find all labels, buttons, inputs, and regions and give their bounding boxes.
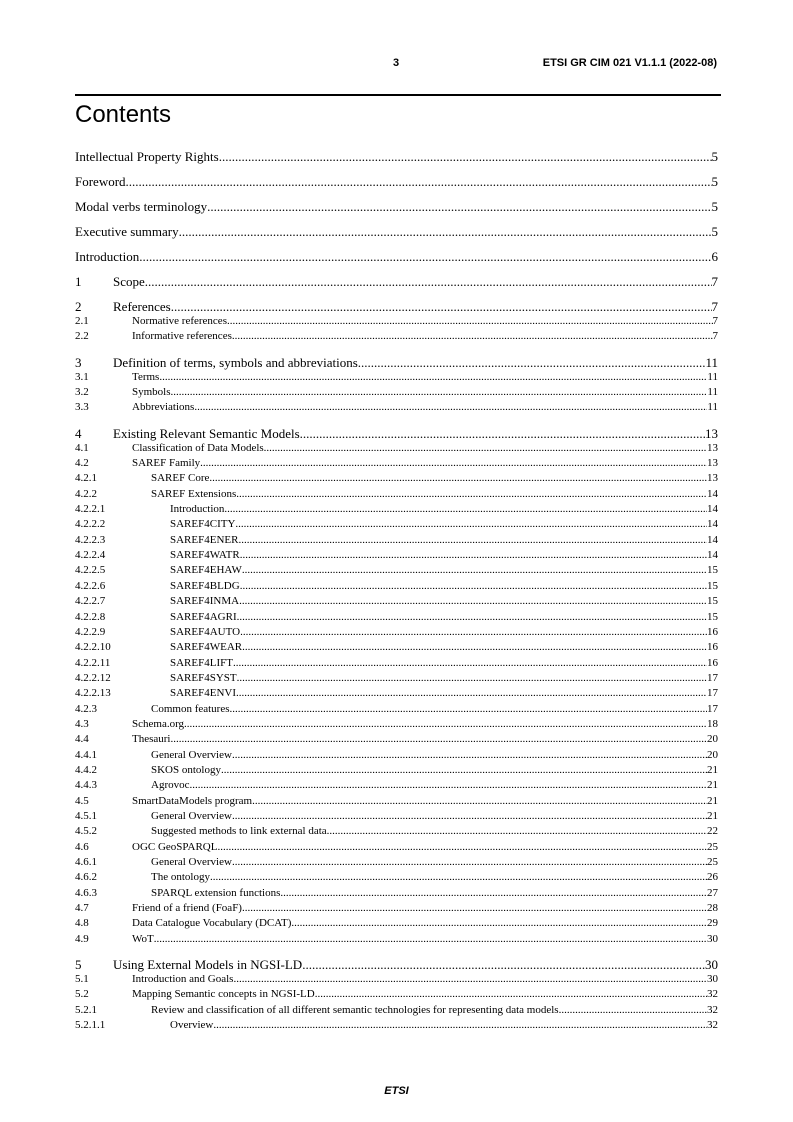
- document-id: ETSI GR CIM 021 V1.1.1 (2022-08): [542, 57, 717, 69]
- toc-entry[interactable]: [75, 901, 718, 916]
- toc-entry[interactable]: [75, 625, 718, 640]
- dot-leader: [291, 916, 707, 931]
- toc-entry-number: 4.4: [75, 733, 89, 746]
- toc-entry-number: 4.2.2.13: [75, 687, 111, 700]
- toc-entry[interactable]: [75, 671, 718, 686]
- dot-leader: [213, 1018, 707, 1033]
- toc-entry-number: 4.2.2.9: [75, 625, 106, 638]
- dot-leader: [242, 901, 707, 916]
- page-title: Contents: [75, 101, 172, 128]
- toc-entry-number: 4.6: [75, 840, 89, 853]
- dot-leader: [232, 809, 707, 824]
- toc-entry-page[interactable]: 11: [707, 386, 718, 399]
- toc-entry-page[interactable]: 20: [707, 748, 718, 761]
- dot-leader: [219, 149, 712, 164]
- toc-entry[interactable]: [75, 932, 718, 947]
- toc-entry-title[interactable]: Informative references: [132, 330, 232, 343]
- toc-entry-title[interactable]: Introduction: [75, 249, 140, 264]
- dot-leader: [242, 640, 707, 655]
- toc-entry-title[interactable]: SAREF Extensions: [151, 487, 237, 500]
- toc-entry-number: 4.2.2.8: [75, 610, 106, 623]
- dot-leader: [145, 274, 712, 289]
- toc-entry[interactable]: [75, 224, 718, 239]
- toc-entry-page[interactable]: 5: [711, 149, 718, 164]
- dot-leader: [224, 502, 707, 517]
- toc-entry-title[interactable]: General Overview: [151, 856, 232, 868]
- toc-entry-number: 4.6.2: [75, 871, 97, 884]
- toc-entry-page[interactable]: 13: [707, 457, 718, 470]
- toc-entry[interactable]: [75, 840, 718, 855]
- toc-entry-page[interactable]: 25: [707, 840, 718, 853]
- dot-leader: [232, 748, 707, 763]
- toc-entry-title[interactable]: SAREF4EHAW: [170, 564, 242, 577]
- toc-entry-page[interactable]: 22: [707, 825, 718, 838]
- toc-entry-page[interactable]: 15: [707, 579, 718, 592]
- toc-entry-number: 4.2.2.12: [75, 671, 111, 684]
- toc-entry-title[interactable]: Common features: [151, 702, 230, 715]
- toc-entry-number: 4.2: [75, 457, 89, 470]
- toc-entry[interactable]: [75, 563, 718, 578]
- toc-entry-title[interactable]: Normative references: [132, 315, 227, 327]
- toc-entry-number: 4.2.2.7: [75, 595, 106, 608]
- toc-entry-number: 2.1: [75, 315, 89, 327]
- toc-entry[interactable]: [75, 870, 718, 885]
- toc-entry-number: 4.4.3: [75, 779, 97, 792]
- toc-entry-number: 4.2.2.2: [75, 518, 106, 531]
- toc-entry-title[interactable]: SAREF4INMA: [170, 595, 240, 608]
- toc-entry[interactable]: [75, 385, 718, 400]
- toc-entry-number: 4.5.1: [75, 809, 97, 822]
- toc-entry-page[interactable]: 13: [707, 472, 718, 485]
- toc-entry-page[interactable]: 15: [707, 595, 718, 608]
- toc-entry-title[interactable]: SAREF4CITY: [170, 518, 236, 531]
- toc-entry-page[interactable]: 18: [707, 717, 718, 730]
- dot-leader: [358, 355, 706, 370]
- dot-leader: [233, 656, 707, 671]
- toc-entry-number: 5: [75, 957, 82, 973]
- toc-entry-number: 4.2.3: [75, 702, 97, 715]
- toc-entry[interactable]: [75, 594, 718, 609]
- toc-entry-page[interactable]: 30: [705, 957, 718, 973]
- toc-entry-page[interactable]: 5: [711, 174, 718, 189]
- dot-leader: [210, 870, 707, 885]
- toc-entry-page[interactable]: 5: [711, 224, 718, 239]
- dot-leader: [559, 1003, 707, 1018]
- toc-entry[interactable]: [75, 299, 718, 314]
- dot-leader: [227, 314, 713, 329]
- toc-entry-title[interactable]: Data Catalogue Vocabulary (DCAT): [132, 917, 292, 930]
- toc-entry-page[interactable]: 6: [711, 249, 718, 264]
- toc-entry-title[interactable]: SAREF4AGRI: [170, 610, 237, 623]
- toc-entry-page[interactable]: 7: [711, 274, 718, 289]
- toc-entry[interactable]: [75, 748, 718, 763]
- dot-leader: [252, 794, 707, 809]
- toc-entry-number: 4.5.2: [75, 825, 97, 838]
- dot-leader: [240, 579, 707, 594]
- toc-entry-title[interactable]: Executive summary: [75, 224, 179, 239]
- dot-leader: [233, 972, 707, 987]
- dot-leader: [240, 548, 707, 563]
- toc-entry-page[interactable]: 16: [707, 625, 718, 638]
- toc-entry[interactable]: [75, 579, 718, 594]
- toc-entry-page[interactable]: 32: [707, 1019, 718, 1032]
- toc-entry-page[interactable]: 21: [707, 809, 718, 822]
- dot-leader: [264, 441, 707, 456]
- dot-leader: [235, 517, 707, 532]
- toc-entry[interactable]: [75, 471, 718, 486]
- toc-entry-number: 4.4.1: [75, 748, 97, 761]
- toc-entry-page[interactable]: 16: [707, 656, 718, 669]
- toc-entry-title[interactable]: General Overview: [151, 809, 232, 822]
- toc-entry-title[interactable]: OGC GeoSPARQL: [132, 840, 218, 853]
- toc-entry[interactable]: [75, 456, 718, 471]
- toc-entry-page[interactable]: 27: [707, 886, 718, 899]
- toc-entry[interactable]: [75, 1018, 718, 1033]
- toc-entry-title[interactable]: Foreword: [75, 174, 126, 189]
- toc-entry-title[interactable]: Introduction: [170, 503, 225, 516]
- toc-entry[interactable]: [75, 732, 718, 747]
- dot-leader: [179, 224, 712, 239]
- toc-entry[interactable]: [75, 686, 718, 701]
- dot-leader: [159, 370, 707, 385]
- dot-leader: [221, 763, 707, 778]
- toc-entry-page[interactable]: 21: [707, 779, 718, 792]
- toc-entry-page[interactable]: 17: [707, 702, 718, 715]
- dot-leader: [232, 329, 713, 344]
- toc-entry-title[interactable]: Intellectual Property Rights: [75, 149, 219, 164]
- dot-leader: [171, 299, 712, 314]
- dot-leader: [327, 824, 707, 839]
- toc-entry[interactable]: [75, 517, 718, 532]
- toc-entry-number: 4.2.2: [75, 487, 97, 500]
- toc-entry-page[interactable]: 15: [707, 610, 718, 623]
- toc-entry-number: 4.2.2.6: [75, 579, 106, 592]
- toc-entry-number: 2: [75, 299, 82, 314]
- toc-entry-number: 4.2.2.10: [75, 641, 111, 654]
- dot-leader: [126, 174, 712, 189]
- toc-entry[interactable]: [75, 824, 718, 839]
- dot-leader: [207, 199, 711, 214]
- toc-entry[interactable]: [75, 426, 718, 441]
- dot-leader: [184, 717, 707, 732]
- toc-entry-page[interactable]: 25: [707, 856, 718, 868]
- toc-entry-number: 3.2: [75, 386, 89, 399]
- toc-entry-number: 4.2.2.4: [75, 549, 106, 562]
- toc-entry-title[interactable]: Abbreviations: [132, 401, 195, 414]
- dot-leader: [238, 533, 707, 548]
- toc-entry[interactable]: [75, 855, 718, 870]
- toc-entry[interactable]: [75, 610, 718, 625]
- toc-entry-title[interactable]: Terms: [132, 370, 160, 383]
- toc-entry-page[interactable]: 16: [707, 641, 718, 654]
- toc-entry-title[interactable]: SAREF4WEAR: [170, 641, 243, 654]
- toc-entry-page[interactable]: 20: [707, 733, 718, 746]
- toc-entry[interactable]: [75, 702, 718, 717]
- toc-entry[interactable]: [75, 717, 718, 732]
- toc-entry-title[interactable]: Friend of a friend (FoaF): [132, 902, 242, 915]
- dot-leader: [237, 671, 707, 686]
- toc-entry-title[interactable]: Classification of Data Models: [132, 441, 264, 454]
- toc-entry-title[interactable]: The ontology: [151, 871, 210, 884]
- toc-entry-title[interactable]: Introduction and Goals: [132, 973, 234, 986]
- toc-entry[interactable]: [75, 916, 718, 931]
- dot-leader: [209, 471, 707, 486]
- toc-entry-page[interactable]: 21: [707, 763, 718, 776]
- dot-leader: [171, 385, 708, 400]
- toc-entry-title[interactable]: General Overview: [151, 748, 232, 761]
- toc-entry-page[interactable]: 15: [707, 564, 718, 577]
- toc-entry-page[interactable]: 21: [707, 794, 718, 807]
- dot-leader: [240, 625, 707, 640]
- toc-entry-title[interactable]: Definition of terms, symbols and abbreviations: [113, 354, 358, 370]
- toc-entry-number: 3: [75, 354, 82, 370]
- toc-entry-number: 3.3: [75, 401, 89, 414]
- toc-entry[interactable]: [75, 656, 718, 671]
- toc-entry-title[interactable]: SmartDataModels program: [132, 794, 253, 807]
- toc-entry-number: 4.6.1: [75, 856, 97, 868]
- toc-entry-number: 4.2.1: [75, 472, 97, 485]
- toc-entry-page[interactable]: 5: [711, 199, 718, 214]
- toc-entry-number: 5.2.1.1: [75, 1019, 106, 1032]
- dot-leader: [280, 886, 707, 901]
- toc-entry-title[interactable]: Thesauri: [132, 733, 171, 746]
- toc-entry[interactable]: [75, 886, 718, 901]
- toc-entry-page[interactable]: 14: [707, 487, 718, 500]
- toc-entry-page[interactable]: 17: [707, 671, 718, 684]
- dot-leader: [217, 840, 707, 855]
- toc-entry-number: 4.4.2: [75, 763, 97, 776]
- toc-entry[interactable]: [75, 809, 718, 824]
- toc-entry-number: 4.2.2.11: [75, 656, 111, 669]
- toc-entry-number: 4.8: [75, 917, 89, 930]
- toc-entry-title[interactable]: Suggested methods to link external data: [151, 825, 327, 838]
- toc-entry-title[interactable]: SAREF4WATR: [170, 549, 240, 562]
- toc-entry[interactable]: [75, 249, 718, 264]
- dot-leader: [300, 426, 705, 441]
- toc-entry-number: 4.3: [75, 717, 89, 730]
- dot-leader: [242, 563, 707, 578]
- dot-leader: [236, 487, 707, 502]
- toc-entry[interactable]: [75, 502, 718, 517]
- toc-entry[interactable]: [75, 763, 718, 778]
- toc-entry[interactable]: [75, 370, 718, 385]
- toc-entry-number: 4.1: [75, 441, 89, 454]
- toc-entry-title[interactable]: SAREF4AUTO: [170, 625, 241, 638]
- header-rule: [75, 94, 721, 96]
- toc-entry-page[interactable]: 29: [707, 917, 718, 930]
- toc-entry[interactable]: [75, 957, 718, 972]
- toc-entry-page[interactable]: 13: [707, 441, 718, 454]
- toc-entry[interactable]: [75, 972, 718, 987]
- toc-entry-number: 4.2.2.1: [75, 503, 106, 516]
- toc-entry-page[interactable]: 28: [707, 902, 718, 915]
- toc-entry-page[interactable]: 32: [707, 1003, 718, 1016]
- toc-entry[interactable]: [75, 314, 718, 329]
- toc-entry-title[interactable]: Overview: [170, 1019, 214, 1032]
- toc-entry[interactable]: [75, 548, 718, 563]
- toc-entry-title[interactable]: Review and classification of all different semantic technologies for representing data models: [151, 1003, 559, 1016]
- toc-entry-title[interactable]: SKOS ontology: [151, 763, 221, 776]
- toc-entry-title[interactable]: SAREF4ENER: [170, 533, 239, 546]
- toc-entry-page[interactable]: 17: [707, 687, 718, 700]
- toc-entry[interactable]: [75, 533, 718, 548]
- dot-leader: [236, 686, 707, 701]
- toc-entry-title[interactable]: Symbols: [132, 386, 171, 399]
- toc-entry-number: 5.1: [75, 973, 89, 986]
- dot-leader: [239, 594, 707, 609]
- toc-entry[interactable]: [75, 1003, 718, 1018]
- page-number: 3: [393, 57, 400, 69]
- toc-entry-number: 3.1: [75, 370, 89, 383]
- toc-entry-title[interactable]: Scope: [113, 274, 145, 289]
- dot-leader: [194, 400, 707, 415]
- toc-entry-title[interactable]: SAREF4BLDG: [170, 579, 240, 592]
- dot-leader: [315, 987, 707, 1002]
- toc-entry-page[interactable]: 14: [707, 518, 718, 531]
- toc-entry[interactable]: [75, 329, 718, 344]
- dot-leader: [200, 456, 707, 471]
- toc-entry-page[interactable]: 11: [707, 401, 718, 414]
- toc-entry-page[interactable]: 13: [705, 425, 718, 441]
- toc-entry-number: 5.2: [75, 988, 89, 1001]
- dot-leader: [237, 610, 707, 625]
- toc-entry[interactable]: [75, 199, 718, 214]
- toc-entry[interactable]: [75, 441, 718, 456]
- toc-entry-page[interactable]: 7: [712, 330, 718, 343]
- toc-entry-page[interactable]: 7: [712, 315, 718, 327]
- toc-entry[interactable]: [75, 640, 718, 655]
- toc-entry-title[interactable]: SAREF Core: [151, 472, 210, 485]
- toc-entry-page[interactable]: 30: [707, 973, 718, 986]
- toc-entry-number: 4.7: [75, 902, 89, 915]
- toc-entry-title[interactable]: Modal verbs terminology: [75, 199, 208, 214]
- toc-entry-title[interactable]: Schema.org: [132, 717, 185, 730]
- toc-entry-title[interactable]: Existing Relevant Semantic Models: [113, 425, 300, 441]
- toc-entry-title[interactable]: SPARQL extension functions: [151, 886, 281, 899]
- toc-entry[interactable]: [75, 987, 718, 1002]
- toc-entry-number: 4.5: [75, 794, 89, 807]
- toc-entry-title[interactable]: Mapping Semantic concepts in NGSI-LD: [132, 988, 315, 1001]
- toc-entry-page[interactable]: 14: [707, 549, 718, 562]
- toc-entry[interactable]: [75, 174, 718, 189]
- toc-entry[interactable]: [75, 149, 718, 164]
- toc-entry-page[interactable]: 26: [707, 871, 718, 884]
- toc-entry[interactable]: [75, 487, 718, 502]
- toc-entry[interactable]: [75, 355, 718, 370]
- toc-entry-title[interactable]: References: [113, 299, 171, 314]
- footer-logo-text: ETSI: [384, 1085, 409, 1097]
- toc-entry-page[interactable]: 14: [707, 503, 718, 516]
- toc-entry-number: 5.2.1: [75, 1003, 97, 1016]
- toc-entry-title[interactable]: Agrovoc: [151, 779, 190, 792]
- dot-leader: [302, 957, 705, 972]
- toc-entry-number: 4: [75, 425, 82, 441]
- toc-entry[interactable]: [75, 778, 718, 793]
- toc-entry-number: 1: [75, 274, 82, 289]
- toc-entry-number: 4.9: [75, 932, 89, 945]
- dot-leader: [230, 702, 707, 717]
- toc-entry[interactable]: [75, 794, 718, 809]
- dot-leader: [154, 932, 707, 947]
- toc-entry-number: 4.2.2.3: [75, 533, 106, 546]
- toc-entry-page[interactable]: 14: [707, 533, 718, 546]
- toc-entry-title[interactable]: Using External Models in NGSI-LD: [113, 957, 303, 973]
- dot-leader: [170, 732, 707, 747]
- toc-entry-title[interactable]: WoT: [132, 932, 154, 945]
- toc-entry[interactable]: [75, 400, 718, 415]
- toc-entry-title[interactable]: SAREF4LIFT: [170, 656, 233, 669]
- toc-entry-page[interactable]: 11: [707, 370, 718, 383]
- toc-entry-title[interactable]: SAREF Family: [132, 457, 201, 470]
- toc-entry-page[interactable]: 30: [707, 932, 718, 945]
- toc-entry-page[interactable]: 32: [707, 988, 718, 1001]
- toc-entry-number: 4.2.2.5: [75, 564, 106, 577]
- toc-entry-page[interactable]: 11: [705, 354, 718, 370]
- toc-entry-title[interactable]: SAREF4ENVI: [170, 687, 237, 700]
- toc-entry-title[interactable]: SAREF4SYST: [170, 671, 237, 684]
- table-of-contents: [75, 141, 718, 1033]
- dot-leader: [139, 249, 711, 264]
- toc-entry[interactable]: [75, 274, 718, 289]
- dot-leader: [232, 855, 707, 870]
- dot-leader: [190, 778, 708, 793]
- toc-entry-number: 4.6.3: [75, 886, 97, 899]
- toc-entry-page[interactable]: 7: [711, 299, 718, 314]
- toc-entry-number: 2.2: [75, 330, 89, 343]
